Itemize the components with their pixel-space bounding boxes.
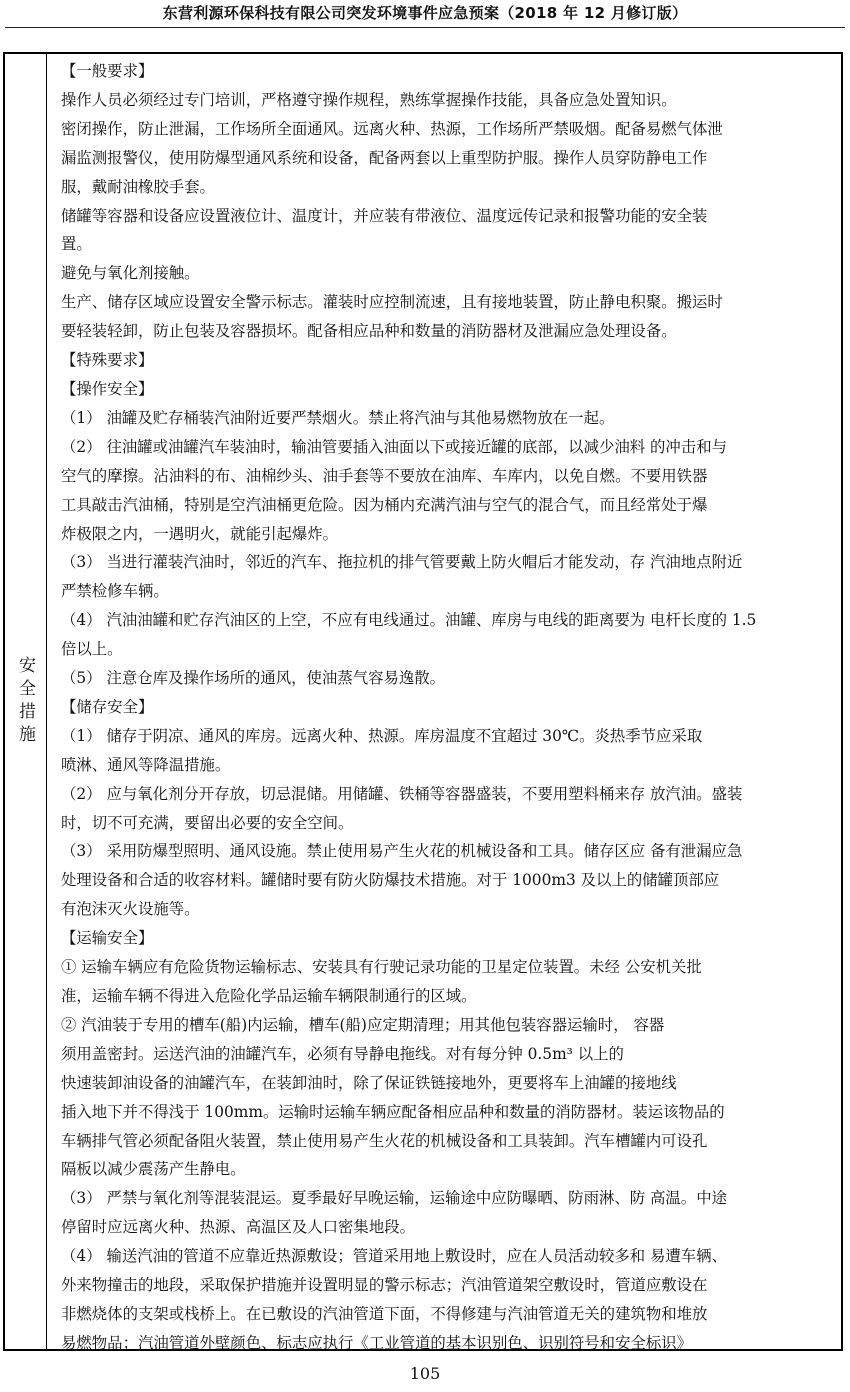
content-line: 密闭操作，防止泄漏，工作场所全面通风。远离火种、热源，工作场所严禁吸烟。配备易燃气体泄 bbox=[61, 119, 723, 138]
content-line: （4） 输送汽油的管道不应靠近热源敷设；管道采用地上敷设时，应在人员活动较多和 易遭车辆、 bbox=[61, 1247, 727, 1266]
content-line: （1） 油罐及贮存桶装汽油附近要严禁烟火。禁止将汽油与其他易燃物放在一起。 bbox=[61, 408, 615, 427]
content-line: ① 运输车辆应有危险货物运输标志、安装具有行驶记录功能的卫星定位装置。未经 公安机关批 bbox=[61, 958, 702, 977]
content-line: 易燃物品；汽油管道外壁颜色、标志应执行《工业管道的基本识别色、识别符号和安全标识》 bbox=[61, 1333, 693, 1352]
content-line: （2） 往油罐或油罐汽车装油时，输油管要插入油面以下或接近罐的底部，以减少油料 的冲击和与 bbox=[61, 437, 727, 456]
content-line: 生产、储存区域应设置安全警示标志。灌装时应控制流速，且有接地装置，防止静电积聚。搬运时 bbox=[61, 293, 723, 312]
content-line: （5） 注意仓库及操作场所的通风，使油蒸气容易逸散。 bbox=[61, 669, 446, 688]
content-line: 车辆排气管必须配备阻火装置，禁止使用易产生火花的机械设备和工具装卸。汽车槽罐内可设孔 bbox=[61, 1131, 708, 1150]
safety-measures-table bbox=[3, 52, 843, 1351]
content-line: 快速装卸油设备的油罐汽车，在装卸油时，除了保证铁链接地外，更要将车上油罐的接地线 bbox=[61, 1073, 677, 1092]
content-line: 【特殊要求】 bbox=[61, 351, 154, 370]
content-line: 停留时应远离火种、热源、高温区及人口密集地段。 bbox=[61, 1218, 415, 1237]
document-header: 东营利源环保科技有限公司突发环境事件应急预案（2018 年 12 月修订版） bbox=[162, 4, 688, 22]
content-line: 插入地下并不得浅于 100mm。运输时运输车辆应配备相应品种和数量的消防器材。装运该物品的 bbox=[61, 1102, 725, 1121]
content-cell bbox=[61, 57, 841, 1358]
content-line: 外来物撞击的地段，采取保护措施并设置明显的警示标志；汽油管道架空敷设时，管道应敷设在 bbox=[61, 1276, 708, 1295]
content-line: 倍以上。 bbox=[61, 640, 123, 659]
content-line: （1） 储存于阴凉、通风的库房。远离火种、热源。库房温度不宜超过 30℃。炎热季节应采取 bbox=[61, 726, 703, 745]
content-line: 处理设备和合适的收容材料。罐储时要有防火防爆技术措施。对于 1000m3 及以上的储罐顶部应 bbox=[61, 871, 720, 890]
content-line: 【运输安全】 bbox=[61, 929, 154, 948]
content-line: 有泡沫灭火设施等。 bbox=[61, 900, 200, 919]
content-line: 严禁检修车辆。 bbox=[61, 582, 169, 601]
content-line: 漏监测报警仪，使用防爆型通风系统和设备，配备两套以上重型防护服。操作人员穿防静电工作 bbox=[61, 148, 708, 167]
content-line: 非燃烧体的支架或栈桥上。在已敷设的汽油管道下面，不得修建与汽油管道无关的建筑物和堆放 bbox=[61, 1304, 708, 1323]
content-line: 空气的摩擦。沾油料的布、油棉纱头、油手套等不要放在油库、车库内，以免自燃。不要用铁器 bbox=[61, 466, 708, 485]
content-line: 置。 bbox=[61, 235, 92, 254]
content-line: （3） 当进行灌装汽油时，邻近的汽车、拖拉机的排气管要戴上防火帽后才能发动，存 汽油地点附近 bbox=[61, 553, 743, 572]
header-divider bbox=[5, 27, 845, 28]
content-line: 喷淋、通风等降温措施。 bbox=[61, 755, 231, 774]
content-line: 隔板以减少震荡产生静电。 bbox=[61, 1160, 246, 1179]
content-line: （3） 采用防爆型照明、通风设施。禁止使用易产生火花的机械设备和工具。储存区应 备有泄漏应急 bbox=[61, 842, 743, 861]
content-line: 服，戴耐油橡胶手套。 bbox=[61, 177, 215, 196]
content-line: 【操作安全】 bbox=[61, 379, 154, 398]
content-line: （4） 汽油油罐和贮存汽油区的上空，不应有电线通过。油罐、库房与电线的距离要为 电杆长度的 1.5 bbox=[61, 611, 757, 630]
content-line: （3） 严禁与氧化剂等混装混运。夏季最好早晚运输，运输途中应防曝晒、防雨淋、防 高温。中途 bbox=[61, 1189, 727, 1208]
content-line: 【一般要求】 bbox=[61, 62, 154, 80]
content-line: （2） 应与氧化剂分开存放，切忌混储。用储罐、铁桶等容器盛装，不要用塑料桶来存 放汽油。盛装 bbox=[61, 784, 743, 803]
row-label: 安全措施 bbox=[15, 655, 35, 748]
content-line: ② 汽油装于专用的槽车(船)内运输，槽车(船)应定期清理；用其他包装容器运输时， 容器 bbox=[61, 1015, 665, 1034]
content-line: 【储存安全】 bbox=[61, 697, 154, 716]
content-line: 避免与氧化剂接触。 bbox=[61, 264, 200, 283]
content-line: 准，运输车辆不得进入危险化学品运输车辆限制通行的区域。 bbox=[61, 987, 477, 1005]
content-line: 时，切不可充满，要留出必要的安全空间。 bbox=[61, 813, 354, 832]
content-line: 须用盖密封。运送汽油的油罐汽车，必须有导静电拖线。对有每分钟 0.5m³ 以上的 bbox=[61, 1044, 624, 1063]
page-number: 105 bbox=[409, 1364, 441, 1383]
content-line: 工具敲击汽油桶，特别是空汽油桶更危险。因为桶内充满汽油与空气的混合气，而且经常处于爆 bbox=[61, 495, 708, 514]
content-line: 要轻装轻卸，防止包装及容器损坏。配备相应品种和数量的消防器材及泄漏应急处理设备。 bbox=[61, 322, 677, 341]
content-line: 储罐等容器和设备应设置液位计、温度计，并应装有带液位、温度远传记录和报警功能的安全装 bbox=[61, 206, 708, 225]
content-line: 操作人员必须经过专门培训，严格遵守操作规程，熟练掌握操作技能，具备应急处置知识。 bbox=[61, 90, 677, 109]
content-line: 炸极限之内，一遇明火，就能引起爆炸。 bbox=[61, 524, 339, 543]
row-label-cell bbox=[5, 54, 47, 1349]
